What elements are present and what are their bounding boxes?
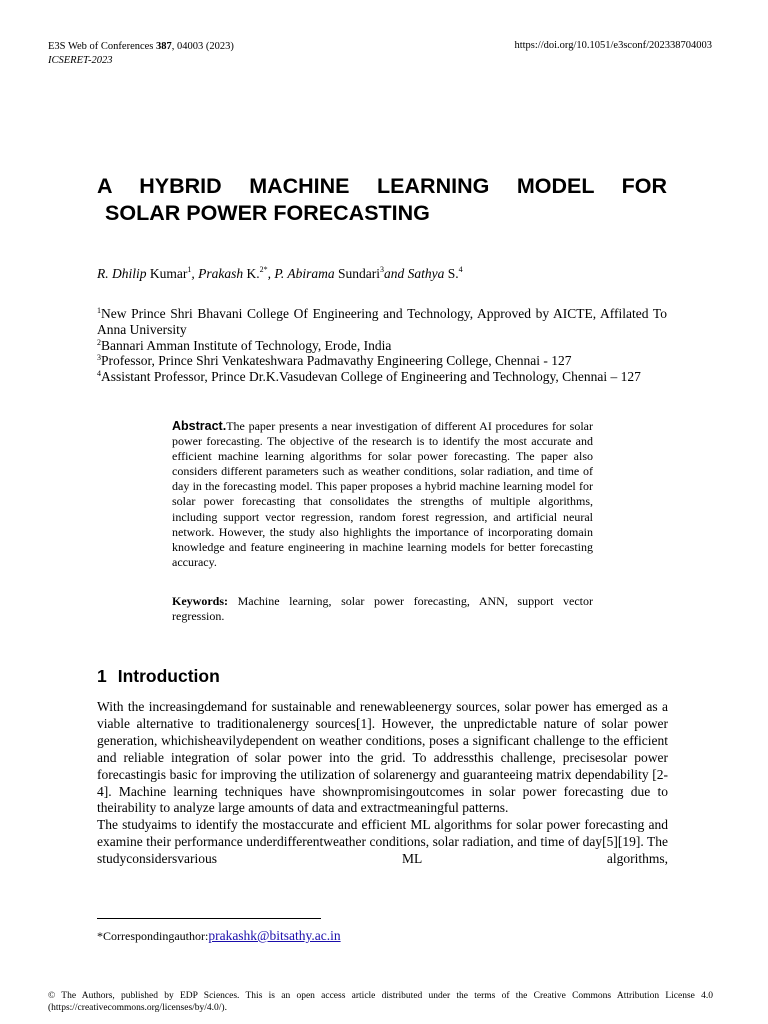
title-line-2: SOLAR POWER FORECASTING [105, 201, 430, 225]
section-heading [97, 666, 220, 687]
author-email-link[interactable]: prakashk@bitsathy.ac.in [208, 928, 341, 943]
doi-link[interactable]: https://doi.org/10.1051/e3sconf/202338704003 [514, 40, 712, 51]
abstract-heading: Abstract. [172, 419, 227, 433]
affiliation: $^1$New Prince Shri Bhavani College Of Engineering and Technology, Approved by AICTE, Affilated To Anna University [97, 306, 667, 337]
corresponding-author-footnote [97, 928, 341, 944]
section-number: 1 [97, 666, 107, 686]
license-notice: © The Authors, published by EDP Sciences. This is an open access article distributed under the terms of the Creative Commons Attribution License 4.0 (https://creativecommons.org/licenses/by/4.0/). [48, 991, 713, 1013]
paragraph: With the increasingdemand for sustainable and renewableenergy sources, solar power has emerged as a viable alternative to traditionalenergy sources[1]. However, the unpredictable nature of solar power generation, whichisheavilydependent on weather conditions, poses a significant challenge to the efficient and reliable integration of solar power into the grid. To addressthis challenge, precisesolar power forecastingis basic for improving the utilization of solarenergy and guaranteeing matrix dependability [2-4]. Machine learning techniques have shownpromisingoutcomes in solar power forecasting due to theirability to analyze large amounts of data and extractmeaningful patterns. [97, 699, 668, 816]
author: Prakash K.$^{2*}$, [198, 265, 275, 281]
author-list [97, 266, 463, 282]
affiliation-list [97, 306, 667, 385]
section-title: Introduction [117, 666, 220, 686]
author: and Sathya S.$^4$ [384, 265, 463, 281]
journal-citation: E3S Web of Conferences 387, 04003 (2023) [48, 41, 234, 52]
footnote-label: *Correspondingauthor: [97, 929, 209, 943]
paragraph: The studyaims to identify the mostaccurate and efficient ML algorithms for solar power forecasting and examine their performance underdifferentweather conditions, solar radiation, and time of day[5][19]. The studyconsidersvarious ML algorithms, [97, 817, 668, 867]
title-line-1: A HYBRID MACHINE LEARNING MODEL FOR [97, 174, 667, 198]
author: P. Abirama Sundari$^3$ [274, 265, 385, 281]
abstract-text: The paper presents a near investigation of different AI procedures for solar power forecasting. The objective of the research is to identify the most accurate and efficient machine learning algorithms for solar power forecasting. The paper also considers different parameters such as weather conditions, solar radiation, and time of day in the forecasting model. This paper proposes a hybrid machine learning model for solar power forecasting that consolidates the strengths of multiple algorithms, including support vector regression, random forest regression, and artificial neural network. However, the study also highlights the importance of incorporating domain knowledge and feature engineering in machine learning models for better forecasting accuracy. [172, 419, 593, 569]
keywords [172, 594, 593, 624]
running-header [48, 40, 234, 68]
introduction-body [97, 699, 668, 868]
keywords-text: Machine learning, solar power forecasting, ANN, support vector regression. [172, 594, 593, 624]
affiliation: $^2$Bannari Amman Institute of Technology, Erode, India [97, 337, 392, 353]
keywords-heading: Keywords: [172, 594, 228, 608]
affiliation: $^3$Professor, Prince Shri Venkateshwara Padmavathy Engineering College, Chennai - 127 [97, 353, 572, 369]
affiliation: $^4$Assistant Professor, Prince Dr.K.Vasudevan College of Engineering and Technology, Chennai – 127 [97, 369, 641, 385]
footnote-divider [97, 918, 321, 919]
paper-title [97, 173, 667, 227]
abstract [172, 419, 593, 570]
conference-name: ICSERET-2023 [48, 55, 113, 66]
author: R. Dhilip Kumar$^1$, [97, 265, 199, 281]
